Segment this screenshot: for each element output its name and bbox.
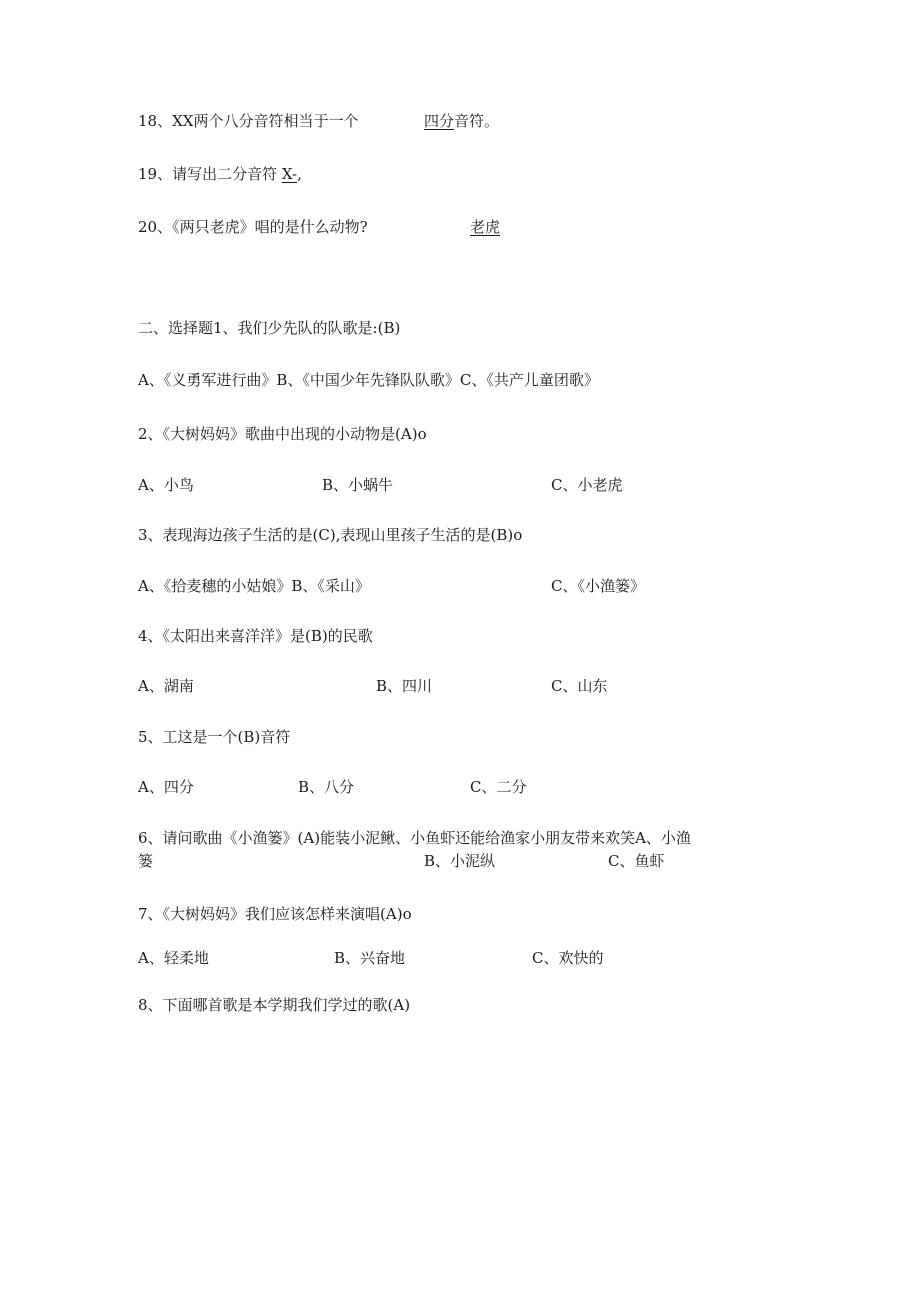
mc-question-5-option-c: C、二分 <box>470 778 527 796</box>
question-18 <box>138 111 358 131</box>
mc-question-5: 5、工这是一个(B)音符 <box>138 728 291 746</box>
mc-question-6-option-a-cont: 篓 <box>138 852 154 870</box>
question-18-suffix: 音符。 <box>454 112 500 130</box>
mc-question-6-option-b: B、小泥纵 <box>424 852 496 870</box>
question-18-answer: 四分 <box>424 112 455 130</box>
mc-question-3-option-c: C、《小渔篓》 <box>551 577 645 595</box>
mc-question-4-option-a: A、湖南 <box>138 677 194 695</box>
mc-question-4-option-b: B、四川 <box>376 677 433 695</box>
mc-question-5-option-a: A、四分 <box>138 778 194 796</box>
question-20 <box>138 217 368 237</box>
mc-question-3-option-ab: A、《拾麦穗的小姑娘》B、《采山》 <box>138 577 370 595</box>
question-20-answer-line <box>470 217 500 237</box>
mc-question-5-option-b: B、八分 <box>298 778 355 796</box>
question-19-suffix: , <box>297 165 302 183</box>
mc-question-7: 7、《大树妈妈》我们应该怎样来演唱(A)o <box>138 905 412 923</box>
mc-question-4-option-c: C、山东 <box>551 677 608 695</box>
mc-question-6: 6、请问歌曲《小渔篓》(A)能装小泥鳅、小鱼虾还能给渔家小朋友带来欢笑A、小渔 <box>138 829 691 847</box>
question-18-text: 18、XX两个八分音符相当于一个 <box>138 112 359 130</box>
mc-question-3: 3、表现海边孩子生活的是(C),表现山里孩子生活的是(B)o <box>138 526 523 544</box>
mc-question-2-option-b: B、小蜗牛 <box>322 476 394 494</box>
question-20-answer: 老虎 <box>470 218 501 236</box>
mc-question-6-option-c: C、鱼虾 <box>608 852 665 870</box>
question-18-answer-line <box>424 111 499 131</box>
mc-question-7-option-b: B、兴奋地 <box>334 949 406 967</box>
question-20-text: 20、《两只老虎》唱的是什么动物? <box>138 218 368 236</box>
mc-question-1: 二、选择题1、我们少先队的队歌是:(B) <box>138 319 401 337</box>
question-19-text: 19、请写出二分音符 <box>138 165 278 183</box>
mc-question-7-option-c: C、欢快的 <box>532 949 604 967</box>
question-19-answer: X- <box>281 165 298 183</box>
mc-question-2-option-c: C、小老虎 <box>551 476 623 494</box>
mc-question-1-options: A、《义勇军进行曲》B、《中国少年先锋队队歌》C、《共产儿童团歌》 <box>138 371 599 389</box>
mc-question-2: 2、《大树妈妈》歌曲中出现的小动物是(A)o <box>138 425 427 443</box>
mc-question-2-option-a: A、小鸟 <box>138 476 194 494</box>
question-19 <box>138 164 302 184</box>
mc-question-7-option-a: A、轻柔地 <box>138 949 209 967</box>
mc-question-4: 4、《太阳出来喜洋洋》是(B)的民歌 <box>138 627 373 645</box>
mc-question-8: 8、下面哪首歌是本学期我们学过的歌(A) <box>138 996 411 1014</box>
